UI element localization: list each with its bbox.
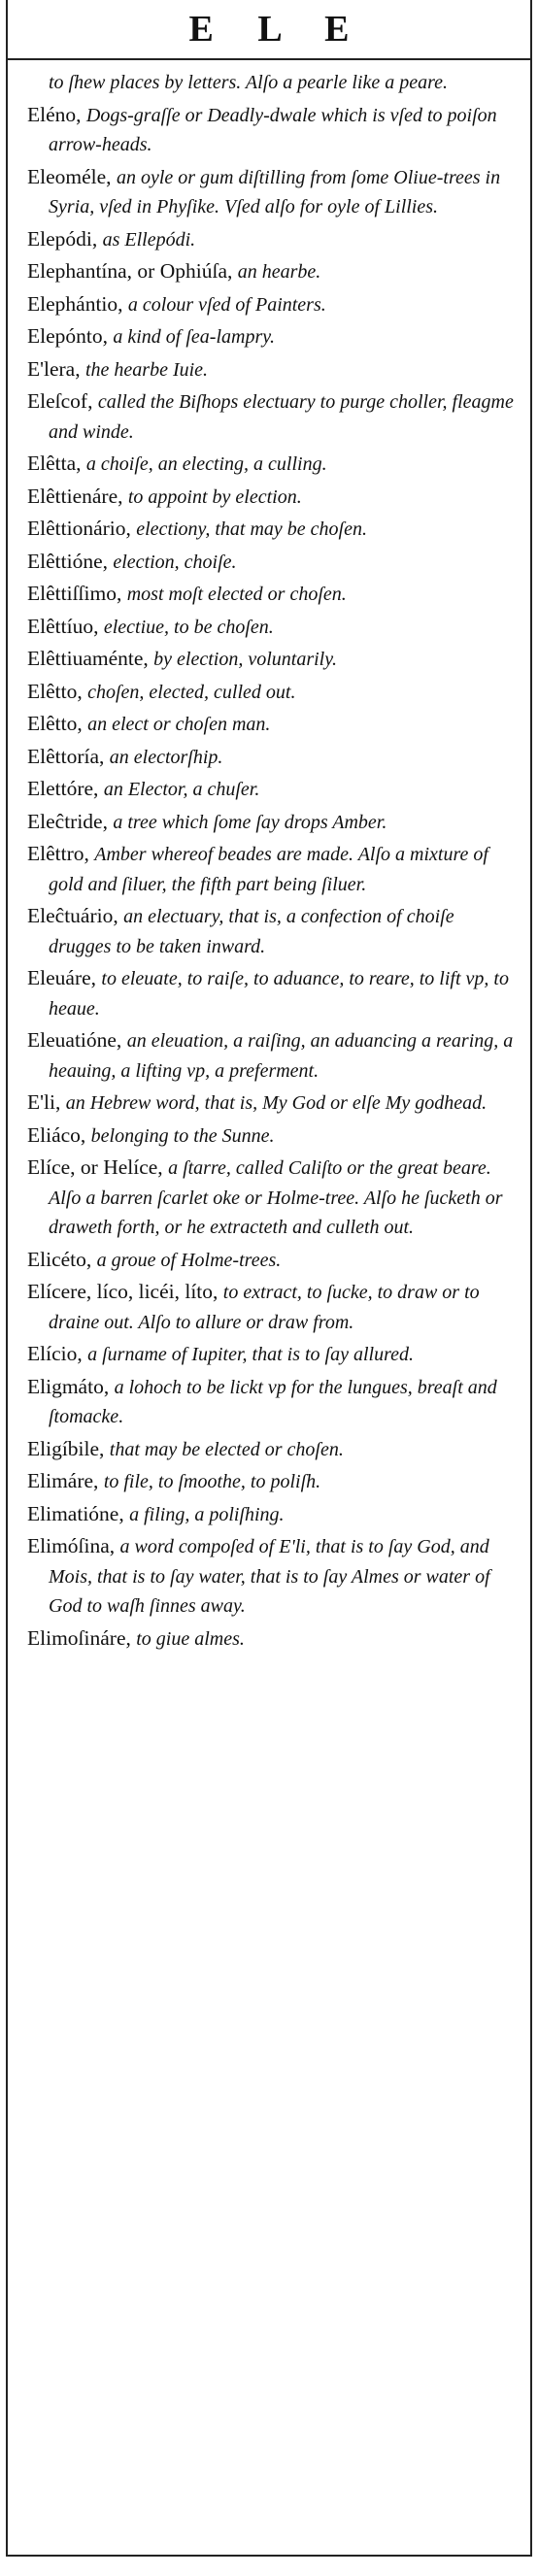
- entry-definition: a choiſe, an electing, a culling.: [85, 453, 327, 475]
- entry-headword: Elícere, líco, licéi, líto,: [27, 1280, 223, 1303]
- entry-headword: Elêttro,: [27, 842, 95, 865]
- entry-definition: a ſurname of Iupiter, that is to ſay allured.: [87, 1344, 415, 1365]
- entry-definition: a lohoch to be lickt vp for the lungues, breaſt and ſtomacke.: [49, 1376, 497, 1427]
- dictionary-entry: [27, 322, 517, 352]
- entry-definition: an electuary, that is, a confection of choiſe drugges to be taken inward.: [49, 906, 454, 957]
- entry-headword: Elêttiuaménte,: [27, 647, 154, 670]
- entry-definition: a kind of ſea-lampry.: [113, 326, 276, 348]
- entry-headword: Eleuáre,: [27, 966, 102, 989]
- entry-headword: Elêtta,: [27, 452, 86, 475]
- entry-definition: a word compoſed of E'li, that is to ſay God, and Mois, that is to ſay water, that is to ſay Almes or water of God to waſh ſinnes away.: [49, 1536, 490, 1617]
- dictionary-entry: [27, 775, 517, 805]
- page-title: E L E: [188, 9, 367, 50]
- entry-definition: called the Biſhops electuary to purge choller, fleagme and winde.: [49, 391, 514, 443]
- entry-headword: Eleſcof,: [27, 389, 98, 413]
- entry-headword: Elimatióne,: [27, 1501, 130, 1525]
- dictionary-entry: [27, 964, 517, 1023]
- dictionary-entry: [27, 515, 517, 545]
- entry-headword: Elimóſina,: [27, 1534, 120, 1557]
- entry-definition: election, choiſe.: [113, 551, 237, 573]
- dictionary-entry: [27, 290, 517, 320]
- entry-headword: Eleoméle,: [27, 164, 117, 188]
- entry-headword: Elêttiſſimo,: [27, 582, 127, 605]
- dictionary-entry: [27, 257, 517, 287]
- dictionary-entry: [27, 645, 517, 675]
- entry-definition: to appoint by election.: [127, 485, 302, 508]
- entry-definition: belonging to the Sunne.: [90, 1124, 275, 1147]
- dictionary-entry: [27, 613, 517, 643]
- dictionary-entry: [27, 1467, 517, 1497]
- entry-definition: an Elector, a chuſer.: [103, 779, 260, 800]
- entry-headword: Eleuatióne,: [27, 1028, 127, 1052]
- entry-headword: Elêttíuo,: [27, 614, 104, 638]
- entry-definition: an oyle or gum diſtilling from ſome Oliue-trees in Syria, vſed in Phyſike. Vſed alſo for oyle of Lillies.: [49, 166, 501, 217]
- dictionary-entry: [27, 902, 517, 961]
- entry-headword: Eleĉtuário,: [27, 904, 124, 927]
- entry-definition: Amber whereof beades are made. Alſo a mixture of gold and ſiluer, the fifth part being ſiluer.: [49, 844, 488, 895]
- entry-headword: Eleĉtride,: [27, 809, 114, 833]
- dictionary-entry: [27, 548, 517, 578]
- entry-definition: a ſtarre, called Caliſto or the great beare. Alſo a barren ſcarlet oke or Holme-tree. Alſo he ſucketh or draweth forth, or he extracteth and culleth out.: [49, 1157, 503, 1238]
- dictionary-entry: [27, 1121, 517, 1152]
- entry-headword: Elettóre,: [27, 777, 104, 800]
- dictionary-entry: [27, 355, 517, 385]
- dictionary-column: [6, 60, 532, 2557]
- dictionary-entry: [27, 808, 517, 838]
- entry-headword: Eléno,: [27, 102, 86, 126]
- entry-headword: Eligmáto,: [27, 1374, 115, 1398]
- dictionary-entry: [27, 68, 517, 98]
- entry-definition: to giue almes.: [136, 1627, 245, 1650]
- dictionary-entry: [27, 1624, 517, 1655]
- dictionary-entry: [27, 1500, 517, 1530]
- entry-headword: E'lera,: [27, 356, 85, 381]
- entry-definition: electiue, to be choſen.: [103, 616, 274, 638]
- entry-definition: a colour vſed of Painters.: [127, 293, 326, 316]
- entry-headword: Elephántio,: [27, 291, 128, 316]
- entry-headword: Elepónto,: [27, 324, 114, 348]
- entry-definition: Dogs-graſſe or Deadly-dwale which is vſed to poiſon arrow-heads.: [49, 104, 497, 155]
- entry-definition: to extract, to ſucke, to draw or to draine out. Alſo to allure or draw from.: [49, 1282, 480, 1333]
- entry-headword: E'li,: [27, 1090, 66, 1114]
- dictionary-entry: [27, 163, 517, 222]
- entry-headword: Elêttionário,: [27, 517, 137, 540]
- entry-definition: by election, voluntarily.: [153, 649, 337, 670]
- entry-headword: Elimoſináre,: [27, 1625, 137, 1650]
- dictionary-entry: [27, 1532, 517, 1622]
- page-header: [6, 0, 532, 60]
- entry-definition: the hearbe Iuie.: [84, 358, 209, 381]
- dictionary-entry: [27, 580, 517, 610]
- entry-headword: Elício,: [27, 1342, 88, 1365]
- dictionary-entry: [27, 101, 517, 160]
- entry-definition: to eleuate, to raiſe, to aduance, to reare, to lift vp, to heaue.: [49, 968, 509, 1020]
- dictionary-entry: [27, 387, 517, 447]
- entry-headword: Eligíbile,: [27, 1436, 110, 1460]
- entry-definition: as Ellepódi.: [102, 228, 196, 251]
- dictionary-entry: [27, 1026, 517, 1086]
- dictionary-entry: [27, 1278, 517, 1337]
- entry-headword: Elêttióne,: [27, 549, 114, 573]
- dictionary-entry: [27, 450, 517, 480]
- dictionary-entry: [27, 1340, 517, 1370]
- entry-definition: electiony, that may be choſen.: [136, 519, 367, 540]
- entry-headword: Elêtto,: [27, 712, 88, 735]
- entry-definition: choſen, elected, culled out.: [87, 681, 296, 703]
- entry-definition: an electorſhip.: [109, 746, 223, 768]
- dictionary-entry: [27, 710, 517, 740]
- entry-headword: Elíce, or Helíce,: [27, 1155, 169, 1179]
- entry-definition: to ſhew places by letters. Alſo a pearle like a peare.: [49, 72, 449, 93]
- dictionary-entry: [27, 225, 517, 255]
- entry-definition: an hearbe.: [237, 261, 321, 283]
- dictionary-entry: [27, 1373, 517, 1432]
- entry-headword: Elêttienáre,: [27, 484, 128, 508]
- entry-headword: Elicéto,: [27, 1247, 97, 1271]
- entry-definition: that may be elected or choſen.: [109, 1438, 344, 1460]
- entry-headword: Elepódi,: [27, 226, 103, 251]
- entry-headword: Elephantína, or Ophiúſa,: [27, 259, 238, 283]
- dictionary-entry: [27, 743, 517, 773]
- entry-headword: Elêtto,: [27, 679, 88, 703]
- entry-headword: Elimáre,: [27, 1469, 104, 1492]
- dictionary-entry: [27, 1435, 517, 1465]
- entry-definition: an Hebrew word, that is, My God or elſe My godhead.: [65, 1092, 488, 1114]
- entry-definition: an eleuation, a raiſing, an aduancing a rearing, a heauing, a lifting vp, a preferment.: [49, 1030, 514, 1082]
- dictionary-entry: [27, 483, 517, 513]
- entry-definition: most moſt elected or choſen.: [126, 584, 347, 605]
- entry-headword: Eliáco,: [27, 1122, 91, 1147]
- dictionary-entry: [27, 1154, 517, 1243]
- dictionary-entry: [27, 678, 517, 708]
- dictionary-entry: [27, 1088, 517, 1119]
- entry-definition: an elect or choſen man.: [87, 714, 271, 735]
- entry-definition: a filing, a poliſhing.: [129, 1503, 285, 1525]
- entry-definition: to file, to ſmoothe, to poliſh.: [103, 1471, 321, 1492]
- dictionary-entry: [27, 1246, 517, 1276]
- entry-definition: a tree which ſome ſay drops Amber.: [113, 811, 387, 833]
- entry-definition: a groue of Holme-trees.: [96, 1249, 282, 1271]
- entry-headword: Elêttoría,: [27, 744, 110, 768]
- dictionary-entry: [27, 840, 517, 899]
